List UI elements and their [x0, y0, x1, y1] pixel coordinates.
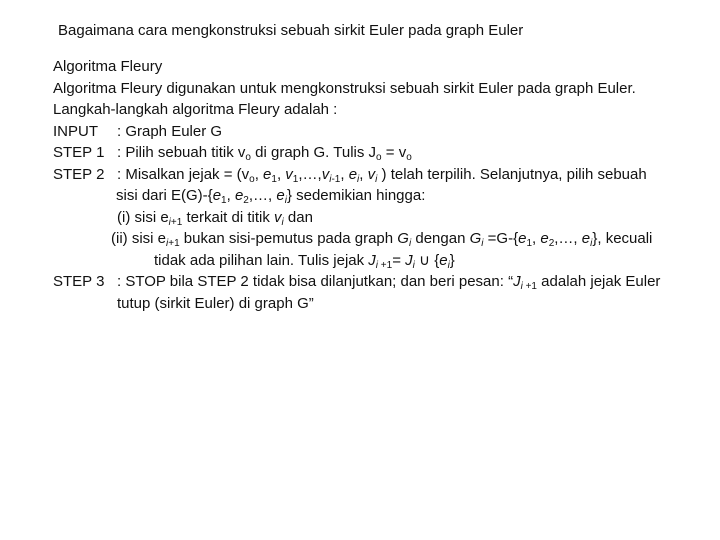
step3-label: STEP 3	[53, 273, 105, 290]
step2-label: STEP 2	[53, 165, 105, 183]
intro-text: Algoritma Fleury digunakan untuk mengkonstruksi sebuah sirkit Euler pada graph Euler.	[53, 79, 636, 97]
heading: Algoritma Fleury	[53, 58, 163, 75]
step2-condition-1	[53, 207, 703, 229]
content-body	[53, 56, 703, 314]
step3-line1	[53, 271, 703, 293]
step2-condition-2	[53, 228, 703, 250]
input-text: : Graph Euler G	[117, 122, 223, 140]
input-line	[53, 121, 703, 143]
step1-line	[53, 142, 703, 164]
step2-condition-3	[53, 250, 703, 272]
step1-label: STEP 1	[53, 144, 105, 161]
step3-line2	[53, 293, 703, 315]
step2-text-1: : Misalkan jejak = ($v_o$, $e_1$, $v_1,\dots,v_{i-1}$, $e_i$, $v_i$ ) telah terpilih. Selanjutnya, pilih sebuah	[117, 165, 647, 185]
condition-1-text: (i) sisi $e_{i+1}$ terkait di titik $v_i$ dan	[117, 208, 313, 228]
step1-text: : Pilih sebuah titik $v_o$ di graph G. Tulis $J_o = v_o$	[117, 144, 412, 163]
input-label: INPUT	[53, 122, 98, 140]
step2-line2	[53, 185, 703, 207]
condition-2-text: (ii) sisi $e_{i+1}$ bukan sisi-pemutus pada graph $G_i$ dengan $G_i =G-\{e_1$, $e_2,\dots$, $e_i$}, kecuali	[111, 230, 653, 249]
step3-text-2: tutup (sirkit Euler) di graph G”	[117, 294, 314, 312]
step3-text-1: : STOP bila STEP 2 tidak bisa dilanjutkan; dan beri pesan: “$J_i$ $_{+1}$ adalah jejak Euler	[117, 273, 661, 292]
step2-text-2: sisi dari $E(G)-\{e_1$, $e_2,\dots$, $e_i$} sedemikian hingga:	[116, 187, 426, 206]
condition-3-text: tidak ada pilihan lain. Tulis jejak $J_i$ $_{+1}= J_i$ ∪ $\{e_i\}$	[154, 251, 455, 271]
steps-intro: Langkah-langkah algoritma Fleury adalah :	[53, 101, 338, 118]
slide-title: Bagaimana cara mengkonstruksi sebuah sirkit Euler pada graph Euler	[58, 22, 524, 39]
step2-line1	[53, 164, 703, 186]
